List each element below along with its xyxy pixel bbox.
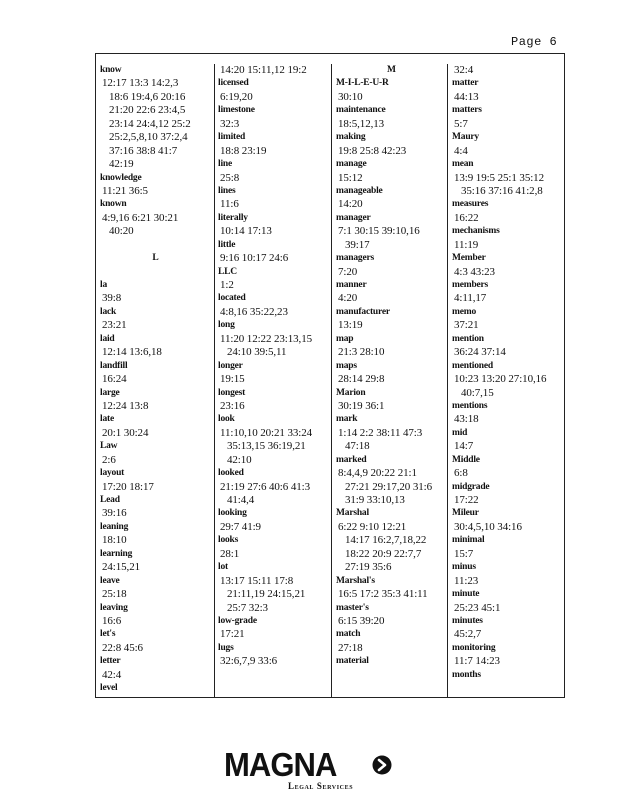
page-line-refs: 47:18 xyxy=(345,440,370,453)
index-term: Marion xyxy=(336,387,366,398)
page-line-refs: 40:7,15 xyxy=(461,386,494,399)
index-term: layout xyxy=(100,468,125,479)
index-term: looks xyxy=(218,535,239,546)
index-term: little xyxy=(218,239,236,250)
page-line-refs: 18:5,12,13 xyxy=(338,117,385,130)
index-term: limestone xyxy=(218,105,255,116)
page-line-refs: 11:21 36:5 xyxy=(102,184,148,197)
index-term: Maury xyxy=(452,132,479,143)
page-line-refs: 39:17 xyxy=(345,238,370,251)
page-line-refs: 40:20 xyxy=(109,225,134,238)
page-line-refs: 10:23 13:20 27:10,16 xyxy=(454,373,547,386)
page-line-refs: 4:11,17 xyxy=(454,292,487,305)
index-term: located xyxy=(218,293,246,304)
index-column-3 xyxy=(332,54,449,697)
index-column-4 xyxy=(448,54,565,697)
page-line-refs: 30:19 36:1 xyxy=(338,399,385,412)
page-line-refs: 14:17 16:2,7,18,22 xyxy=(345,534,427,547)
index-term: matter xyxy=(452,78,479,89)
page-line-refs: 22:8 45:6 xyxy=(102,641,143,654)
index-term: landfill xyxy=(100,360,128,371)
page-line-refs: 7:20 xyxy=(338,265,358,278)
index-term: lines xyxy=(218,185,236,196)
page-line-refs: 23:14 24:4,12 25:2 xyxy=(109,117,191,130)
entries-col-3 xyxy=(336,64,447,669)
spacer xyxy=(100,266,211,279)
index-term: mentions xyxy=(452,400,488,411)
page-line-refs: 6:8 xyxy=(454,467,468,480)
index-term: minutes xyxy=(452,615,483,626)
spacer xyxy=(100,239,211,252)
index-term: Middle xyxy=(452,454,480,465)
index-term: learning xyxy=(100,548,133,559)
page-line-refs: 44:13 xyxy=(454,90,479,103)
page-line-refs: 23:21 xyxy=(102,319,127,332)
page-line-refs: 18:8 23:19 xyxy=(220,144,267,157)
page-number: Page 6 xyxy=(511,35,558,49)
index-term: manner xyxy=(336,280,367,290)
page-line-refs: 25:2,5,8,10 37:2,4 xyxy=(109,131,188,144)
page-line-refs: 14:7 xyxy=(454,440,474,453)
page-line-refs: 18:22 20:9 22:7,7 xyxy=(345,547,422,560)
page-line-refs: 11:19 xyxy=(454,238,479,251)
index-term: manageable xyxy=(336,185,383,196)
page-line-refs: 16:6 xyxy=(102,614,122,627)
index-term: know xyxy=(100,65,122,75)
index-column-1 xyxy=(96,54,213,697)
index-term: maps xyxy=(336,360,357,371)
index-term: mid xyxy=(452,427,468,438)
page-line-refs: 5:7 xyxy=(454,117,468,130)
page-line-refs: 31:9 33:10,13 xyxy=(345,494,405,506)
page-line-refs: 17:20 18:17 xyxy=(102,480,154,493)
page-line-refs: 11:23 xyxy=(454,574,479,587)
index-term: level xyxy=(100,683,118,694)
page-line-refs: 16:24 xyxy=(102,373,127,386)
index-term: Marshal xyxy=(336,508,369,519)
index-term: mention xyxy=(452,333,484,344)
entries-col-4 xyxy=(452,64,563,682)
page-line-refs: 13:17 15:11 17:8 xyxy=(220,574,294,587)
page-line-refs: 8:4,4,9 20:22 21:1 xyxy=(338,467,417,480)
index-term: map xyxy=(336,333,354,344)
page-line-refs: 4:20 xyxy=(338,292,358,305)
page-line-refs: 17:21 xyxy=(220,628,245,641)
page-line-refs: 6:15 39:20 xyxy=(338,614,385,627)
arrow-circle-icon xyxy=(372,755,392,775)
page-line-refs: 45:2,7 xyxy=(454,628,482,641)
page-line-refs: 17:22 xyxy=(454,494,479,506)
index-term: memo xyxy=(452,306,476,317)
page-line-refs: 4:4 xyxy=(454,144,468,157)
index-term: mentioned xyxy=(452,360,493,371)
index-term: leave xyxy=(100,575,120,586)
logo-wordmark: MAGNA xyxy=(224,746,337,783)
page-line-refs: 42:19 xyxy=(109,158,134,171)
index-term: master's xyxy=(336,602,369,613)
page-line-refs: 23:16 xyxy=(220,399,245,412)
page-line-refs: 20:1 30:24 xyxy=(102,426,149,439)
page-line-refs: 16:5 17:2 35:3 41:11 xyxy=(338,588,428,601)
index-column-2 xyxy=(214,54,331,697)
page-line-refs: 14:20 15:11,12 19:2 xyxy=(220,64,307,76)
page-line-refs: 36:24 37:14 xyxy=(454,346,506,359)
index-term: licensed xyxy=(218,78,249,89)
index-term: mark xyxy=(336,414,358,425)
page-line-refs: 14:20 xyxy=(338,198,363,211)
page-line-refs: 11:6 xyxy=(220,198,239,211)
index-term: manage xyxy=(336,159,367,170)
index-term: measures xyxy=(452,199,489,210)
page-line-refs: 19:8 25:8 42:23 xyxy=(338,144,407,157)
index-term: longer xyxy=(218,360,243,371)
index-term: longest xyxy=(218,387,246,398)
index-term: mean xyxy=(452,159,474,170)
page-line-refs: 24:10 39:5,11 xyxy=(227,346,287,359)
index-term: minus xyxy=(452,562,476,573)
page-line-refs: 12:14 13:6,18 xyxy=(102,346,162,359)
index-term: matters xyxy=(452,105,482,116)
page-line-refs: 27:19 35:6 xyxy=(345,561,392,574)
index-term: looked xyxy=(218,468,244,479)
index-term: lack xyxy=(100,306,117,317)
index-term: known xyxy=(100,199,127,210)
page-line-refs: 35:16 37:16 41:2,8 xyxy=(461,184,543,197)
page-line-refs: 37:21 xyxy=(454,319,479,332)
page-line-refs: 30:4,5,10 34:16 xyxy=(454,520,522,533)
index-term: material xyxy=(336,656,369,667)
page-line-refs: 41:4,4 xyxy=(227,494,255,506)
page-line-refs: 21:11,19 24:15,21 xyxy=(227,588,306,601)
index-term: la xyxy=(100,280,107,290)
index-term: let's xyxy=(100,629,116,640)
page-line-refs: 27:21 29:17,20 31:6 xyxy=(345,480,433,493)
page-line-refs: 39:16 xyxy=(102,507,127,520)
index-term: Member xyxy=(452,253,486,264)
page-line-refs: 21:3 28:10 xyxy=(338,346,385,359)
index-term: large xyxy=(100,387,120,398)
page-line-refs: 4:9,16 6:21 30:21 xyxy=(102,211,179,224)
page-line-refs: 4:8,16 35:22,23 xyxy=(220,305,288,318)
page-line-refs: 1:2 xyxy=(220,279,234,291)
index-term: making xyxy=(336,132,366,143)
index-term: managers xyxy=(336,253,374,264)
index-term: months xyxy=(452,669,481,680)
index-term: Mileur xyxy=(452,508,479,519)
index-term: Marshal's xyxy=(336,575,375,586)
index-term: LLC xyxy=(218,266,237,277)
index-term: line xyxy=(218,159,232,170)
index-term: monitoring xyxy=(452,642,496,653)
index-term: low-grade xyxy=(218,615,257,626)
page-line-refs: 25:23 45:1 xyxy=(454,601,501,614)
index-term: letter xyxy=(100,656,121,667)
page-line-refs: 25:7 32:3 xyxy=(227,601,268,614)
index-term: M-I-L-E-U-R xyxy=(336,78,389,89)
index-term: lugs xyxy=(218,642,234,653)
index-term: looking xyxy=(218,508,247,519)
page-line-refs: 16:22 xyxy=(454,211,479,224)
index-term: midgrade xyxy=(452,481,490,492)
page-line-refs: 10:14 17:13 xyxy=(220,225,272,238)
page-line-refs: 6:22 9:10 12:21 xyxy=(338,520,407,533)
index-term: leaning xyxy=(100,521,129,532)
page-line-refs: 35:13,15 36:19,21 xyxy=(227,440,306,453)
section-letter: M xyxy=(387,65,396,75)
index-term: minimal xyxy=(452,535,485,546)
page-line-refs: 13:19 xyxy=(338,319,363,332)
magna-logo xyxy=(224,748,394,794)
index-term: laid xyxy=(100,333,115,344)
logo-subtitle: Legal Services xyxy=(288,781,354,791)
index-term: literally xyxy=(218,212,248,223)
page-line-refs: 12:24 13:8 xyxy=(102,399,149,412)
page-line-refs: 1:14 2:2 38:11 47:3 xyxy=(338,426,423,439)
page-line-refs: 27:18 xyxy=(338,641,363,654)
page-line-refs: 4:3 43:23 xyxy=(454,265,495,278)
page-line-refs: 9:16 10:17 24:6 xyxy=(220,252,289,265)
page-line-refs: 24:15,21 xyxy=(102,561,141,574)
page-line-refs: 19:15 xyxy=(220,373,245,386)
index-term: members xyxy=(452,280,489,290)
index-term: maintenance xyxy=(336,105,386,116)
page-line-refs: 11:20 12:22 23:13,15 xyxy=(220,332,313,345)
index-term: manager xyxy=(336,212,371,223)
page-line-refs: 21:20 22:6 23:4,5 xyxy=(109,104,186,117)
index-term: minute xyxy=(452,589,480,600)
page-line-refs: 18:10 xyxy=(102,534,127,547)
page-line-refs: 32:6,7,9 33:6 xyxy=(220,655,278,668)
index-term: marked xyxy=(336,454,367,465)
page-line-refs: 42:4 xyxy=(102,668,122,681)
page-line-refs: 11:7 14:23 xyxy=(454,655,500,668)
page-line-refs: 7:1 30:15 39:10,16 xyxy=(338,225,420,238)
index-term: Lead xyxy=(100,495,120,505)
page-line-refs: 32:3 xyxy=(220,117,240,130)
page-line-refs: 30:10 xyxy=(338,90,363,103)
page-line-refs: 15:7 xyxy=(454,547,474,560)
page-line-refs: 13:9 19:5 25:1 35:12 xyxy=(454,171,544,184)
page-line-refs: 32:4 xyxy=(454,64,474,76)
page-line-refs: 37:16 38:8 41:7 xyxy=(109,144,178,157)
index-term: look xyxy=(218,414,235,425)
index-term: knowledge xyxy=(100,172,142,183)
index-term: long xyxy=(218,320,235,331)
entries-col-1 xyxy=(100,64,211,696)
section-letter: L xyxy=(152,253,159,264)
page-line-refs: 28:14 29:8 xyxy=(338,373,385,386)
page-line-refs: 25:8 xyxy=(220,171,240,184)
index-term: lot xyxy=(218,562,228,573)
page-line-refs: 11:10,10 20:21 33:24 xyxy=(220,426,313,439)
page-line-refs: 28:1 xyxy=(220,547,240,560)
page-line-refs: 25:18 xyxy=(102,588,127,601)
page-line-refs: 21:19 27:6 40:6 41:3 xyxy=(220,480,310,493)
index-term: mechanisms xyxy=(452,226,500,237)
page-line-refs: 15:12 xyxy=(338,171,363,184)
index-term: limited xyxy=(218,132,246,143)
page-line-refs: 29:7 41:9 xyxy=(220,520,261,533)
page-line-refs: 2:6 xyxy=(102,453,116,466)
index-term: Law xyxy=(100,441,118,452)
index-term: late xyxy=(100,414,114,425)
index-term: leaving xyxy=(100,602,128,613)
index-term: match xyxy=(336,629,361,640)
page-line-refs: 6:19,20 xyxy=(220,90,253,103)
entries-col-2 xyxy=(218,64,329,669)
page-line-refs: 39:8 xyxy=(102,292,122,305)
index-box xyxy=(95,53,565,698)
page-line-refs: 42:10 xyxy=(227,453,252,466)
page-line-refs: 18:6 19:4,6 20:16 xyxy=(109,90,186,103)
index-term: manufacturer xyxy=(336,306,390,317)
page-line-refs: 43:18 xyxy=(454,413,479,426)
page-line-refs: 12:17 13:3 14:2,3 xyxy=(102,77,179,90)
